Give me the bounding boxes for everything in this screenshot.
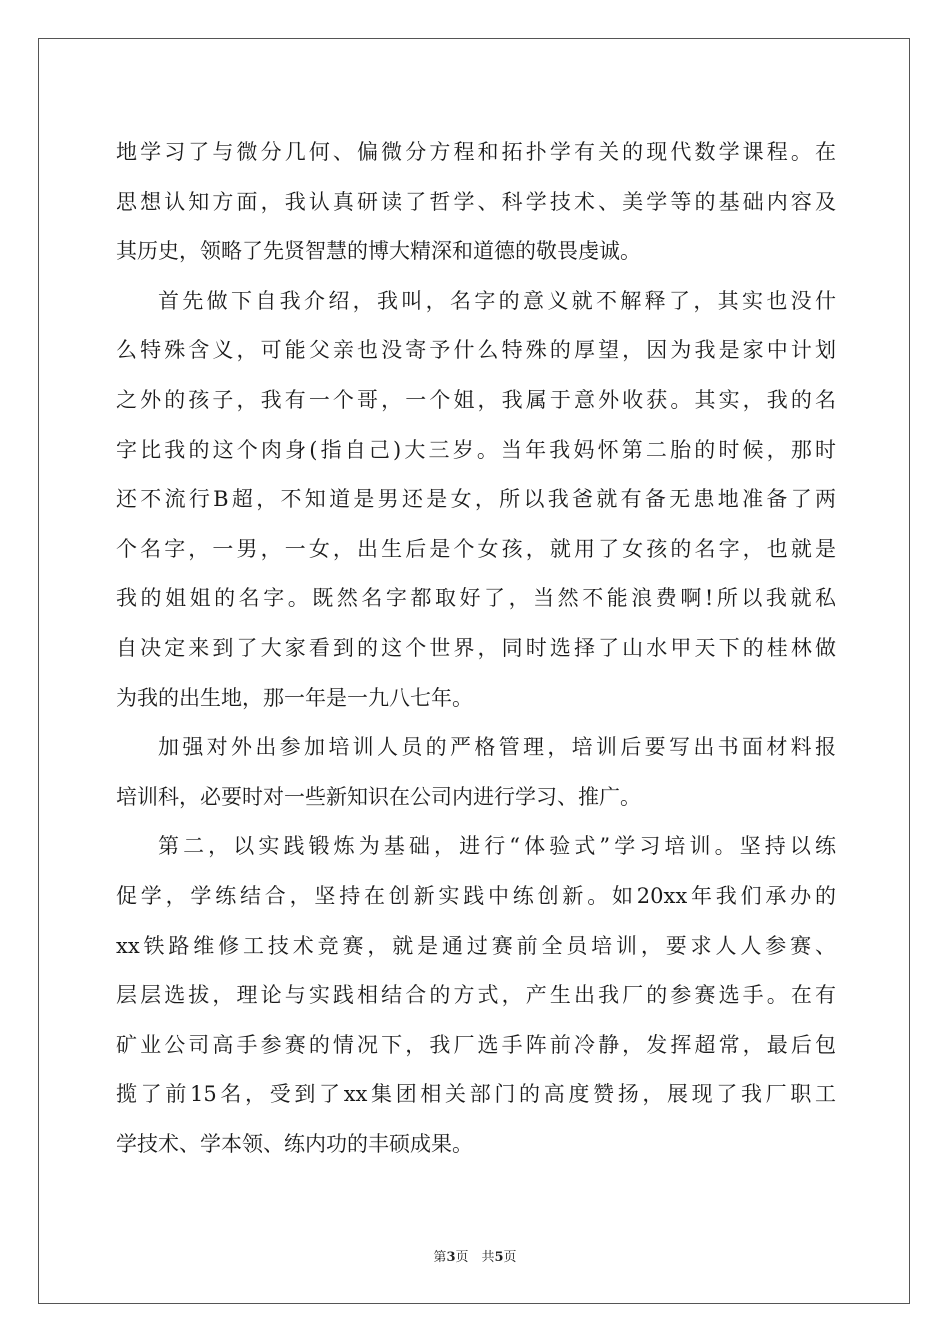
text-line: 第二，以实践锻炼为基础，进行“体验式”学习培训。坚持以练 xyxy=(158,834,836,859)
text-line: 还不流行B超，不知道是男还是女，所以我爸就有备无患地准备了两 xyxy=(116,487,836,512)
text-line: 之外的孩子，我有一个哥，一个姐，我属于意外收获。其实，我的名 xyxy=(116,387,836,412)
paragraph xyxy=(116,822,836,1169)
page-footer xyxy=(0,1246,950,1265)
paragraph xyxy=(116,723,836,822)
footer-prefix: 第 xyxy=(433,1250,447,1265)
text-line: 字比我的这个肉身(指自己)大三岁。当年我妈怀第二胎的时候，那时 xyxy=(116,437,836,462)
text-line: 么特殊含义，可能父亲也没寄予什么特殊的厚望，因为我是家中计划 xyxy=(116,338,836,363)
text-line: 层层选拔，理论与实践相结合的方式，产生出我厂的参赛选手。在有 xyxy=(116,983,836,1008)
text-line: 思想认知方面，我认真研读了哲学、科学技术、美学等的基础内容及 xyxy=(116,189,836,214)
text-line: 揽了前15名，受到了xx集团相关部门的高度赞扬，展现了我厂职工 xyxy=(116,1082,836,1107)
current-page-number: 3 xyxy=(446,1250,456,1265)
text-line: 为我的出生地，那一年是一九八七年。 xyxy=(116,685,473,710)
document-body xyxy=(116,128,836,1169)
text-line: 首先做下自我介绍，我叫，名字的意义就不解释了，其实也没什 xyxy=(158,288,836,313)
text-line: 促学，学练结合，坚持在创新实践中练创新。如20xx年我们承办的 xyxy=(116,883,836,908)
footer-middle: 页 共 xyxy=(455,1250,495,1265)
text-line: 自决定来到了大家看到的这个世界，同时选择了山水甲天下的桂林做 xyxy=(116,635,836,660)
text-line: 地学习了与微分几何、偏微分方程和拓扑学有关的现代数学课程。在 xyxy=(116,140,836,164)
total-pages-number: 5 xyxy=(494,1250,504,1265)
paragraph xyxy=(116,128,836,277)
text-line: 其历史，领略了先贤智慧的博大精深和道德的敬畏虔诚。 xyxy=(116,239,641,264)
text-line: 个名字，一男，一女，出生后是个女孩，就用了女孩的名字，也就是 xyxy=(116,536,836,561)
paragraph xyxy=(116,277,836,723)
text-line: 我的姐姐的名字。既然名字都取好了，当然不能浪费啊!所以我就私 xyxy=(116,586,836,611)
text-line: 学技术、学本领、练内功的丰硕成果。 xyxy=(116,1131,473,1156)
footer-suffix: 页 xyxy=(503,1250,517,1265)
text-line: 培训科，必要时对一些新知识在公司内进行学习、推广。 xyxy=(116,784,641,809)
text-line: 加强对外出参加培训人员的严格管理，培训后要写出书面材料报 xyxy=(158,735,836,760)
text-line: 矿业公司高手参赛的情况下，我厂选手阵前冷静，发挥超常，最后包 xyxy=(116,1032,836,1057)
text-line: xx铁路维修工技术竞赛，就是通过赛前全员培训，要求人人参赛、 xyxy=(116,933,836,958)
